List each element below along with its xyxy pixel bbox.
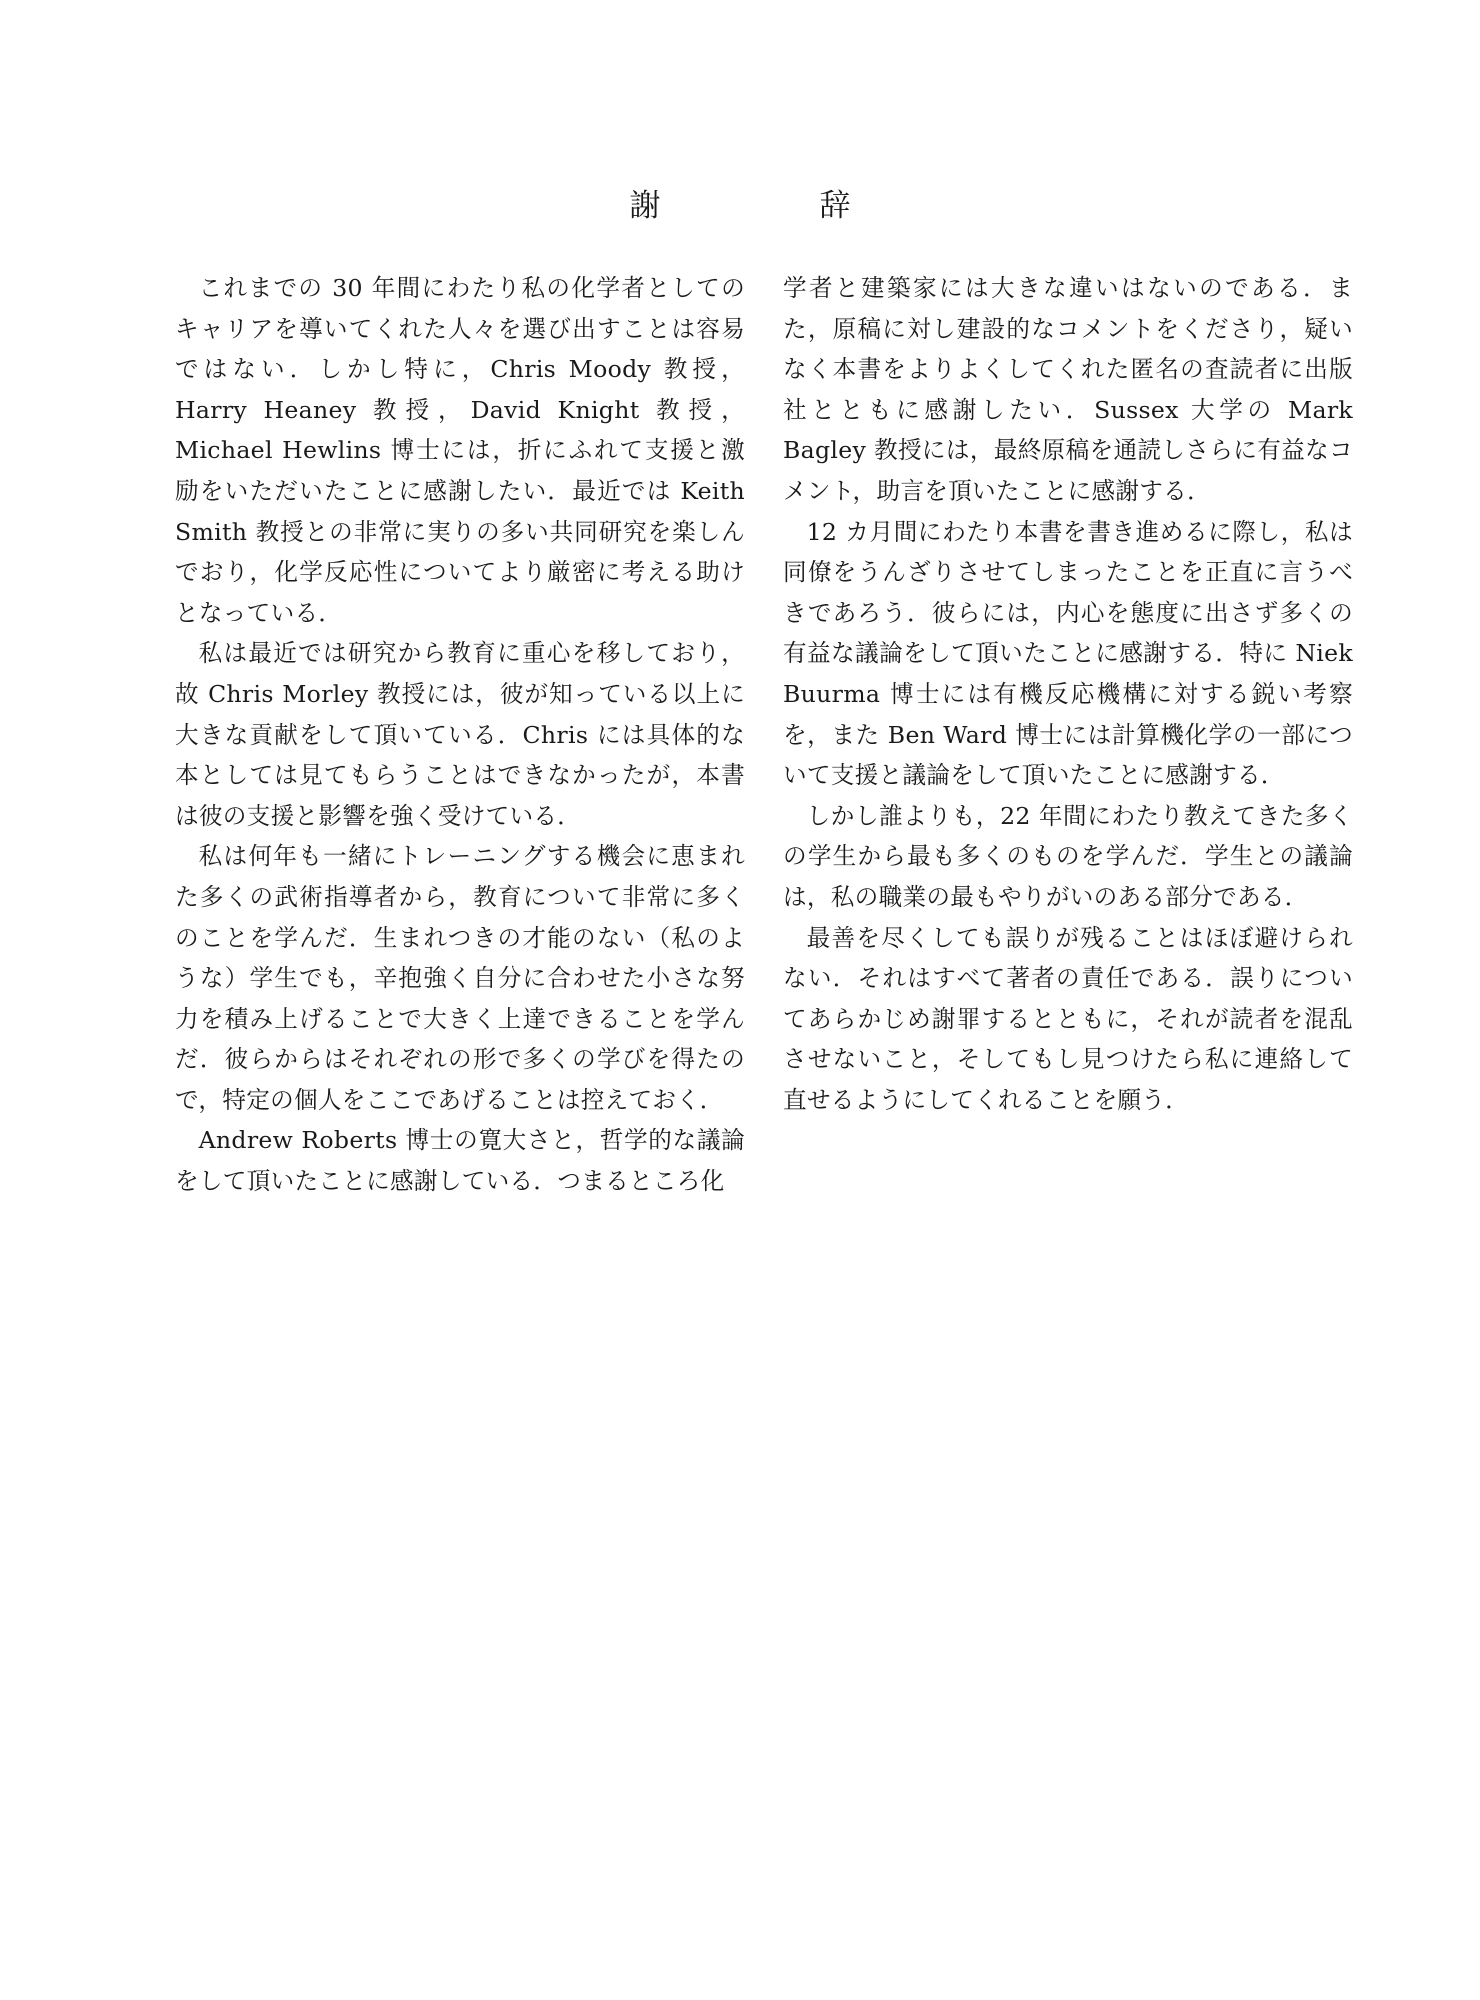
paragraph-teaching-focus: 私は最近では研究から教育に重心を移しており，故 Chris Morley 教授には，彼が知っている以上に大きな貢献をして頂いている．Chris には具体的な本としては見てもらうことはできなかったが，本書は彼の支援と影響を強く受けている． bbox=[175, 639, 745, 830]
paragraph-colleagues: 12 カ月間にわたり本書を書き進めるに際し，私は同僚をうんざりさせてしまったことを正直に言うべきであろう．彼らには，内心を態度に出さず多くの有益な議論をして頂いたことに感謝する．特に Niek Buurma 博士には有機反応機構に対する鋭い考察を，また Ben Ward 博士には計算機化学の一部について支援と議論をして頂いたことに感謝する． bbox=[783, 517, 1353, 790]
paragraph-errors: 最善を尽くしても誤りが残ることはほぼ避けられない．それはすべて著者の責任である．誤りについてあらかじめ謝罪するとともに，それが読者を混乱させないこと，そしてもし見つけたら私に連絡して直せるようにしてくれることを願う． bbox=[783, 923, 1353, 1114]
paragraph-martial-arts: 私は何年も一緒にトレーニングする機会に恵まれた多くの武術指導者から，教育について非常に多くのことを学んだ．生まれつきの才能のない（私のような）学生でも，辛抱強く自分に合わせた小さな努力を積み上げることで大きく上達できることを学んだ．彼らからはそれぞれの形で多くの学びを得たので，特定の個人をここであげることは控えておく． bbox=[175, 842, 745, 1114]
left-column bbox=[175, 268, 745, 1202]
paragraph-roberts: Andrew Roberts 博士の寛大さと，哲学的な議論をして頂いたことに感謝している．つまるところ化 bbox=[175, 1126, 745, 1196]
right-column bbox=[783, 268, 1353, 1120]
paragraph-roberts-continued: 学者と建築家には大きな違いはないのである．また，原稿に対し建設的なコメントをくださり，疑いなく本書をよりよくしてくれた匿名の査読者に出版社とともに感謝したい．Sussex 大学の Mark Bagley 教授には，最終原稿を通読しさらに有益なコメント，助言を頂いたことに感謝する． bbox=[783, 274, 1353, 505]
page-title: 謝 辞 bbox=[629, 188, 915, 224]
paragraph-students: しかし誰よりも，22 年間にわたり教えてきた多くの学生から最も多くのものを学んだ．学生との議論は，私の職業の最もやりがいのある部分である． bbox=[783, 801, 1353, 911]
paragraph-career-mentors: これまでの 30 年間にわたり私の化学者としてのキャリアを導いてくれた人々を選び出すことは容易ではない．しかし特に，Chris Moody 教授，Harry Heaney 教授，David Knight 教授，Michael Hewlins 博士には，折にふれて支援と激励をいただいたことに感謝したい．最近では Keith Smith 教授との非常に実りの多い共同研究を楽しんでおり，化学反応性についてより厳密に考える助けとなっている． bbox=[175, 274, 745, 627]
